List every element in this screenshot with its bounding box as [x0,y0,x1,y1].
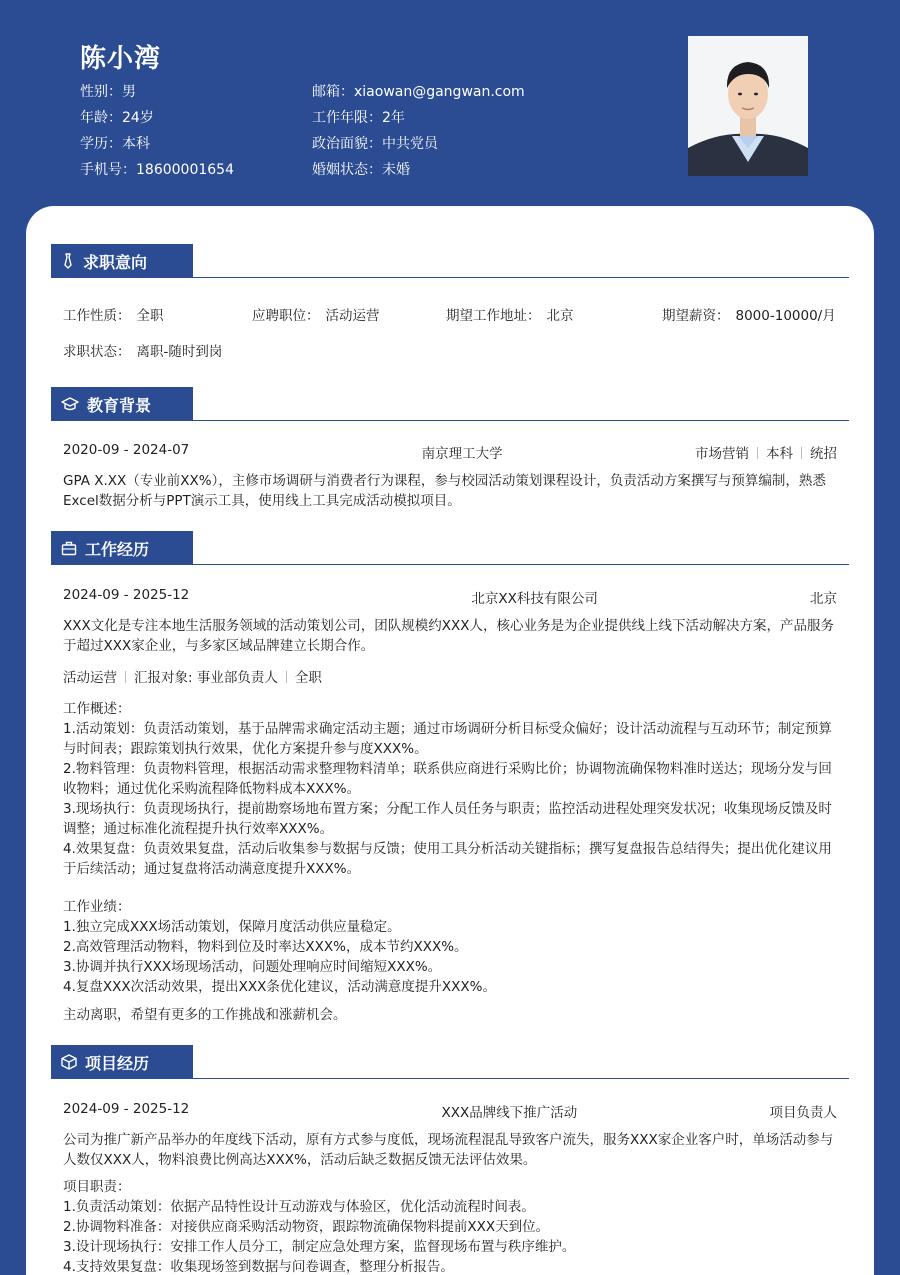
achievement-item: 1.独立完成XXX场活动策划，保障月度活动供应量稳定。 [63,919,401,935]
overview-item: 1.活动策划：负责活动策划，基于品牌需求确定活动主题；通过市场调研分析目标受众偏好；设计活动流程与互动环节；制定预算与时间表；跟踪策划执行效果，优化方案提升参与度XXX%。 [63,721,832,757]
candidate-name: 陈小湾 [80,44,162,74]
duty-item: 3.设计现场执行：安排工作人员分工，制定应急处理方案，监督现场布置与秩序维护。 [63,1239,576,1255]
education-period: 2020-09 - 2024-07 [63,442,190,458]
section-title: 求职意向 [83,252,148,272]
section-title: 项目经历 [85,1053,150,1073]
achievement-item: 2.高效管理活动物料，物料到位及时率达XXX%，成本节约XXX%。 [63,939,468,955]
section-education [51,387,849,421]
age-field: 年龄：24岁 [80,110,154,126]
graduation-cap-icon [61,397,79,411]
phone-field: 手机号：18600001654 [80,162,234,178]
education-row [63,442,837,462]
project-duties: 项目职责： 1.负责活动策划：依据产品特性设计互动游戏与体验区，优化活动流程时间表。 2.协调物料准备：对接供应商采购活动物资，跟踪物流确保物料提前XXX天到位。 3.设计现场执行：安排工作人员分工，制定应急处理方案，监督现场布置与秩序维护。 4.支持效果复盘：收集现场签到数据与问卷调查，整理分析报告。 [63,1177,843,1275]
political-field: 政治面貌：中共党员 [312,136,438,152]
work-city: 北京 [810,591,837,607]
intent-position: 应聘职位： 活动运营 [252,308,380,324]
section-header [51,244,849,278]
education-field: 学历：本科 [80,136,150,152]
marital-field: 婚姻状态：未婚 [312,162,410,178]
intent-nature: 工作性质： 全职 [63,308,164,324]
section-header [51,1045,849,1079]
overview-item: 2.物料管理：负责物料管理，根据活动需求整理物料清单；联系供应商进行采购比价；协调物流确保物料准时送达；现场分发与回收物料；通过优化采购流程降低物料成本XXX%。 [63,761,832,797]
section-header [51,531,849,565]
project-row [63,1101,837,1121]
intent-status: 求职状态： 离职-随时到岗 [63,344,223,360]
company-name: 北京XX科技有限公司 [471,591,598,607]
duty-item: 4.支持效果复盘：收集现场签到数据与问卷调查，整理分析报告。 [63,1259,454,1275]
company-description: XXX文化是专注本地生活服务领域的活动策划公司，团队规模约XXX人，核心业务是为企业提供线上线下活动解决方案，产品服务于超过XXX家企业，与多家区域品牌建立长期合作。 [63,618,834,654]
intent-location: 期望工作地址： 北京 [446,308,574,324]
work-period: 2024-09 - 2025-12 [63,587,190,603]
project-name: XXX品牌线下推广活动 [441,1105,578,1121]
tie-icon [61,253,75,269]
profile-photo [688,36,808,176]
intent-salary: 期望薪资： 8000-10000/月 [662,308,836,324]
section-work [51,531,849,565]
section-tab [51,1045,193,1079]
section-tab [51,531,193,565]
basic-info-left [80,79,234,183]
email-field: 邮箱：xiaowan@gangwan.com [312,84,525,100]
leave-reason: 主动离职，希望有更多的工作挑战和涨薪机会。 [63,1007,347,1023]
project-period: 2024-09 - 2025-12 [63,1101,190,1117]
section-job-intent [51,244,849,278]
section-project [51,1045,849,1079]
achievement-item: 4.复盘XXX次活动效果，提出XXX条优化建议，活动满意度提升XXX%。 [63,979,496,995]
education-description: GPA X.XX（专业前XX%），主修市场调研与消费者行为课程，参与校园活动策划课程设计，负责活动方案撰写与预算编制，熟悉Excel数据分析与PPT演示工具，使用线上工具完成活动模拟项目。 [63,473,826,509]
education-details: 市场营销 本科 统招 [695,446,837,462]
section-tab [51,244,193,278]
work-overview: 工作概述： 1.活动策划：负责活动策划，基于品牌需求确定活动主题；通过市场调研分析目标受众偏好；设计活动流程与互动环节；制定预算与时间表；跟踪策划执行效果，优化方案提升参与度XXX%。 2.物料管理：负责物料管理，根据活动需求整理物料清单；联系供应商进行采购比价；协调物流确保物料准时送达；现场分发与回收物料；通过优化采购流程降低物料成本XXX%。 3.现场执行：负责现场执行，提前勘察场地布置方案；分配工作人员任务与职责；监控活动进程处理突发状况；收集现场反馈及时调整；通过标准化流程提升执行效率XXX%。 4.效果复盘：负责效果复盘，活动后收集参与数据与反馈；使用工具分析活动关键指标；撰写复盘报告总结得失；提出优化建议用于后续活动；通过复盘将活动满意度提升XXX%。 [63,699,843,879]
cube-icon [61,1054,77,1070]
section-header [51,387,849,421]
school-name: 南京理工大学 [421,446,503,462]
project-description: 公司为推广新产品举办的年度线下活动，原有方式参与度低，现场流程混乱导致客户流失，服务XXX家企业客户时，单场活动参与人数仅XXX人，物料浪费比例高达XXX%，活动后缺乏数据反馈无法评估效果。 [63,1132,834,1168]
briefcase-icon [61,541,77,556]
project-role: 项目负责人 [769,1105,837,1121]
portrait-illustration [688,36,808,176]
achievement-item: 3.协调并执行XXX场现场活动，问题处理响应时间缩短XXX%。 [63,959,442,975]
work-achievements: 工作业绩： 1.独立完成XXX场活动策划，保障月度活动供应量稳定。 2.高效管理活动物料，物料到位及时率达XXX%，成本节约XXX%。 3.协调并执行XXX场现场活动，问题处理响应时间缩短XXX%。 4.复盘XXX次活动效果，提出XXX条优化建议，活动满意度提升XXX%。 [63,897,843,997]
basic-info-right [312,79,525,183]
duty-item: 1.负责活动策划：依据产品特性设计互动游戏与体验区，优化活动流程时间表。 [63,1199,535,1215]
work-years-field: 工作年限：2年 [312,110,405,126]
overview-item: 3.现场执行：负责现场执行，提前勘察场地布置方案；分配工作人员任务与职责；监控活动进程处理突发状况；收集现场反馈及时调整；通过标准化流程提升执行效率XXX%。 [63,801,832,837]
section-title: 教育背景 [87,395,152,415]
duty-item: 2.协调物料准备：对接供应商采购活动物资，跟踪物流确保物料提前XXX天到位。 [63,1219,550,1235]
section-title: 工作经历 [85,539,150,559]
overview-item: 4.效果复盘：负责效果复盘，活动后收集参与数据与反馈；使用工具分析活动关键指标；撰写复盘报告总结得失；提出优化建议用于后续活动；通过复盘将活动满意度提升XXX%。 [63,841,832,877]
section-tab [51,387,193,421]
gender-field: 性别：男 [80,84,136,100]
work-tags: 活动运营 汇报对象: 事业部负责人 全职 [63,670,322,686]
work-row [63,587,837,607]
